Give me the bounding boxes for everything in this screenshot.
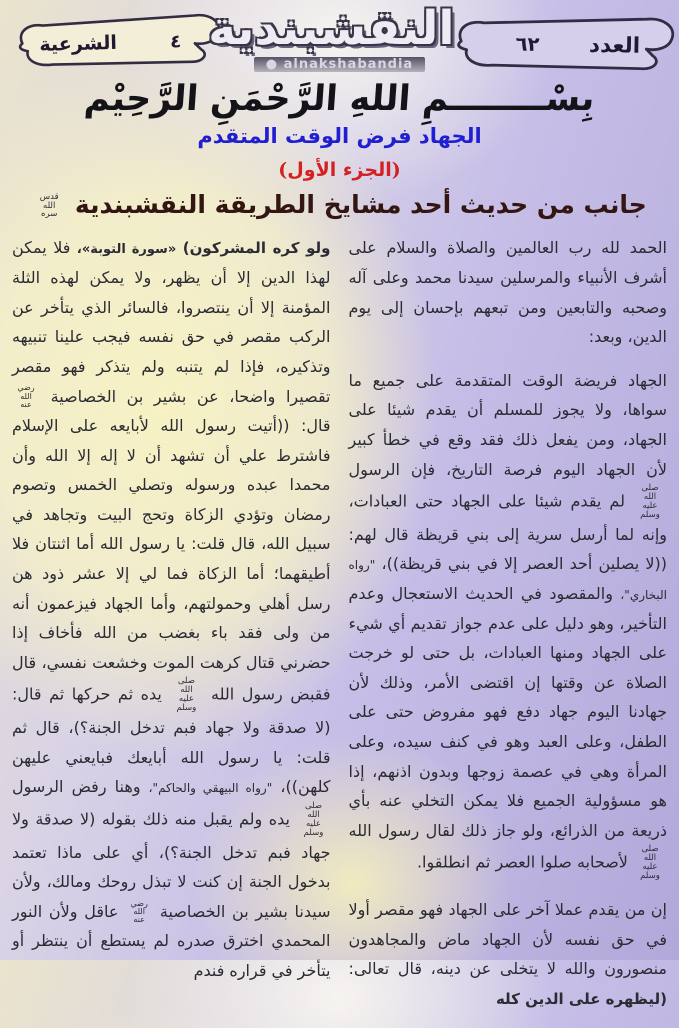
series-banner-label: الشرعية — [38, 30, 118, 56]
part-heading: (الجزء الأول) — [278, 159, 401, 181]
paragraph-text: قال: ((أتيت رسول الله لأبايعه على الإسلام فاشترط علي أن تشهد أن لا إله إلا الله وأن محمدا عبده ورسوله وتصلي الخمس وتصوم رمضان وتؤدي الزكاة وتحج البيت وتجاهد في سبيل الله، قال قلت: يا رسول الله أما اثنتان فلا أطيقهما؛ أما الزكاة فما لي إلا عشر ذود هن رسل أهلي وحمولتهم، وأما الجهاد فيزعمون أنه من ولى فقد باء بغضب من الله فأخاف إذا حضرني قتال كرهت الموت وخشعت نفسي، قال فقبض رسول الله — [12, 416, 331, 704]
paragraph — [349, 366, 668, 881]
logo-bullet-icon: ● — [265, 57, 279, 73]
column-left — [12, 233, 331, 1027]
quran-source: «سورة التوبة»، — [76, 242, 177, 258]
bismillah-calligraphy: بِسْــــــــمِ اللهِ الرَّحْمَنِ الرَّحِيْم — [83, 78, 597, 119]
radia-honorific: رضي الله عنه — [17, 383, 35, 410]
magazine-logo — [208, 1, 455, 73]
paragraph-text: الحمد لله رب العالمين والصلاة والسلام على أشرف الأنبياء والمرسلين سيدنا محمد وعلى آله وصحبه والتابعين ومن تبعهم بإحسان إلى يوم الدين، وبعد: — [348, 238, 667, 347]
logo-arabic-calligraphy: النقشبندية — [208, 1, 455, 56]
qaddasa-honorific: قدس الله سره — [39, 191, 59, 220]
paragraph — [349, 233, 668, 351]
paragraph-text: إن من يقدم عملا آخر على الجهاد فهو مقصر أولا في حق نفسه لأن الجهاد ماض والمجاهدون منصورون والله لا يتخلى عن دينه، قال تعالى: — [348, 900, 667, 979]
paragraph-text: والمقصود في الحديث الاستعجال وعدم التأخير، وهو دليل على عدم جواز تقديم أي شيء على الجهاد ومنها العبادات، بل حتى لو خرجت الصلاة عن وقتها إن اقتضى الأمر، وذلك لأن جهادنا اليوم جهاد دفع فهو مفروض حتى على الطفل، وعلى العبد وهو في كنف سيده، وعلى المرأة وهي في عصمة زوجها وبدون اذنهم، إذا هو مسؤولية الجميع فلا يمكن التخلي عنه بأي ذريعة من الذرائع، ولو جاز ذلك لقال رسول الله — [348, 584, 667, 840]
column-right — [349, 233, 668, 1027]
paragraph-text: لم يقدم شيئا على الجهاد حتى العبادات، وإنه لما أرسل سرية إلى بني قريظة قال لهم: ((لا يصلين أحد العصر إلا في بني قريظة))، — [348, 491, 667, 574]
paragraph-text: فلا يمكن لهذا الدين إلا أن يظهر، ولا يمكن لهذه الثلة المؤمنة إلا أن ينتصروا، فالسائر الذي يتأخر عن الركب مقصر في حق نفسه فيجب علينا تنبيهه وتذكيره، فإذا لم يتنبه ولم يتذكر فهو مقصر تقصيرا واضحا، عن بشير بن الخصاصية — [12, 238, 331, 406]
paragraph-text: يده ولم يقبل منه ذلك بقوله (لا صدقة ولا جهاد فبم تدخل الجنة؟)، أي على ماذا تعتمد بدخول الجنة إن كنت لا تبذل روحك ومالك، ولأن سيدنا بشير بن الخصاصية — [12, 809, 331, 921]
quran-quote: ولو كره المشركون) — [182, 239, 331, 258]
saw-honorific: صلى الله عليه وسلم — [640, 844, 660, 882]
main-title — [0, 190, 679, 219]
paragraph — [12, 233, 331, 985]
paragraph-text: لأصحابه صلوا العصر ثم انطلقوا. — [416, 852, 628, 872]
hadith-narrator: "رواه البيهقي والحاكم"، — [148, 781, 273, 796]
series-banner — [9, 11, 228, 71]
article-body — [0, 233, 679, 1027]
logo-latin-label — [254, 57, 425, 72]
paragraph — [349, 895, 668, 1014]
issue-banner-ribbon-shape — [443, 12, 679, 74]
radia-honorific: رضي الله عنه — [130, 898, 148, 925]
issue-banner — [443, 12, 679, 74]
main-title-text: جانب من حديث أحد مشايخ الطريقة النقشبندية — [74, 190, 647, 219]
series-banner-ribbon-shape — [9, 11, 228, 71]
topic-heading: الجهاد فرض الوقت المتقدم — [197, 124, 482, 148]
issue-banner-label: العدد — [588, 32, 641, 59]
paragraph-text: وهنا رفض الرسول — [12, 777, 141, 797]
logo-latin-text: alnakshabandia — [283, 57, 414, 73]
hadith-narrator: "رواه البخاري"، — [348, 558, 668, 602]
paragraph-text: الجهاد فريضة الوقت المتقدمة على جميع ما سواها، ولا يجوز للمسلم أن يقدم شيئا على الجهاد، ومن يفعل ذلك فقد وقع في خطأ كبير لأن الجهاد اليوم فرصة التاريخ، فإن الرسول — [348, 370, 667, 479]
paragraph-text: عاقل ولأن النور المحمدي اخترق صدره لم يستطع أن ينتظر أو يتأخر في قراره فندم — [12, 901, 331, 980]
paragraph-text: يده ثم حركها ثم قال: (لا صدقة ولا جهاد فبم تدخل الجنة؟)، قال ثم قلت: يا رسول الله أبايعك فبايعني عليهن كلهن))، — [12, 684, 331, 797]
issue-banner-number: ٦٢ — [515, 32, 540, 56]
saw-honorific: صلى الله عليه وسلم — [303, 800, 324, 838]
series-banner-number: ٤ — [169, 31, 182, 53]
quran-quote: (ليظهره على الدين كله — [495, 989, 667, 1008]
saw-honorific: صلى الله عليه وسلم — [640, 483, 660, 520]
saw-honorific: صلى الله عليه وسلم — [176, 676, 197, 714]
